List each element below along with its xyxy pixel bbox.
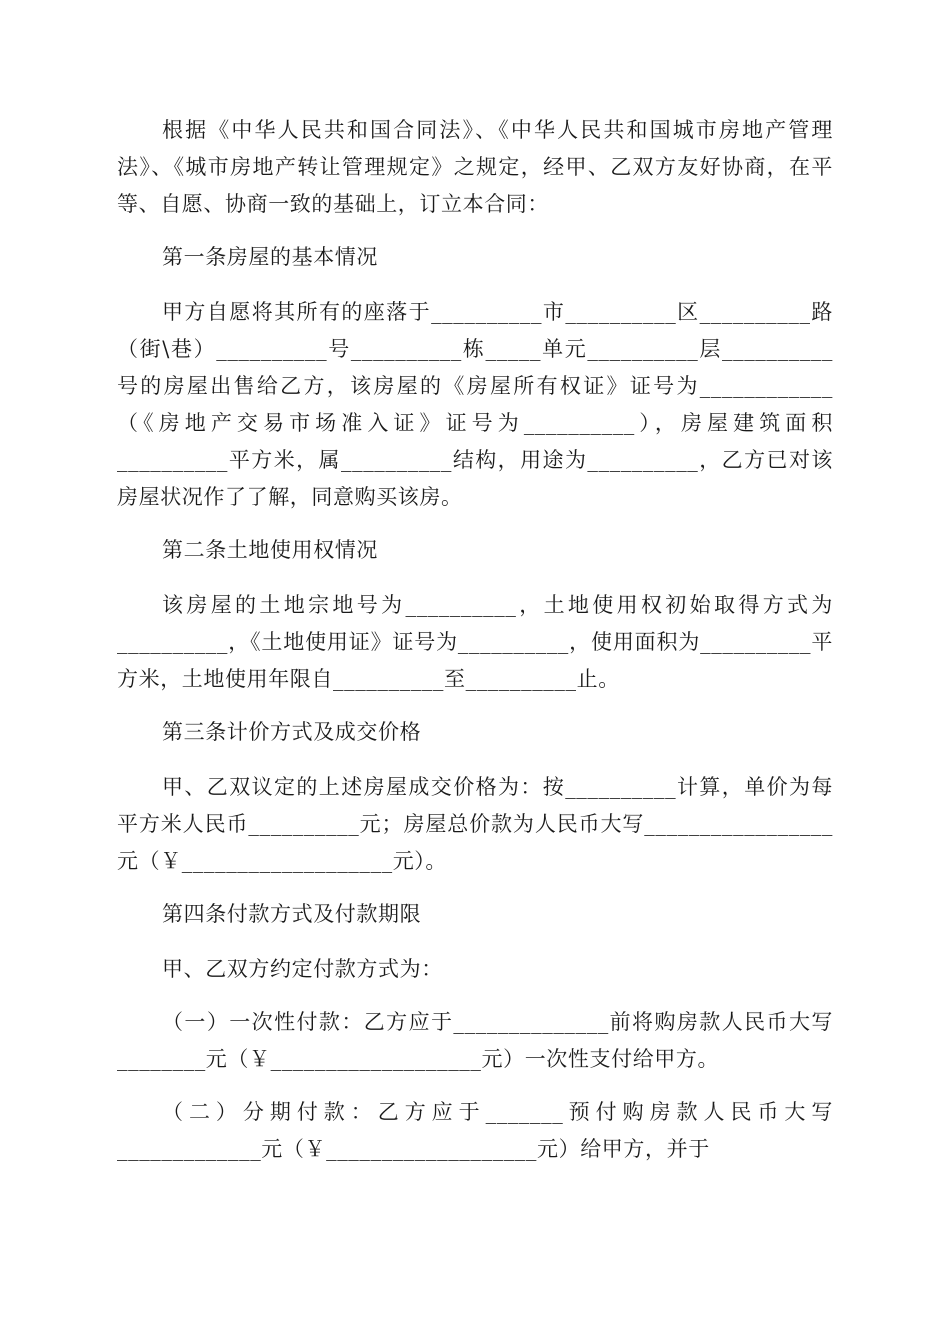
- article4-title: 第四条付款方式及付款期限: [162, 902, 422, 926]
- article1-body: 甲方自愿将其所有的座落于__________市__________区__________路（街\巷）__________号__________栋_____单元__________层__________号的房屋出售给乙方，该房屋的《房屋所有权证》证号为____________（《房地产交易市场准入证》证号为__________），房屋建筑面积__________平方米，属__________结构，用途为__________，乙方已对该房屋状况作了了解，同意购买该房。: [117, 300, 833, 509]
- payment-option-one: （一）一次性付款：乙方应于______________前将购房款人民币大写________元（￥___________________元）一次性支付给甲方。: [117, 1010, 833, 1071]
- article3-title: 第三条计价方式及成交价格: [162, 720, 422, 744]
- payment-option-two: （二）分期付款：乙方应于_______预付购房款人民币大写_____________元（￥___________________元）给甲方，并于: [117, 1100, 833, 1161]
- article1-title: 第一条房屋的基本情况: [162, 245, 378, 269]
- article3-body: 甲、乙双议定的上述房屋成交价格为：按__________计算，单价为每平方米人民币__________元；房屋总价款为人民币大写_________________元（￥___________________元）。: [117, 775, 833, 873]
- contract-page: [117, 112, 833, 1168]
- article4-intro: 甲、乙双方约定付款方式为：: [162, 957, 443, 981]
- intro-paragraph: 根据《中华人民共和国合同法》、《中华人民共和国城市房地产管理法》、《城市房地产转让管理规定》之规定，经甲、乙双方友好协商，在平等、自愿、协商一致的基础上，订立本合同：: [117, 118, 833, 216]
- article2-title: 第二条土地使用权情况: [162, 538, 378, 562]
- article2-body: 该房屋的土地宗地号为__________，土地使用权初始取得方式为__________，《土地使用证》证号为__________，使用面积为__________平方米，土地使用年限自__________至__________止。: [117, 593, 833, 691]
